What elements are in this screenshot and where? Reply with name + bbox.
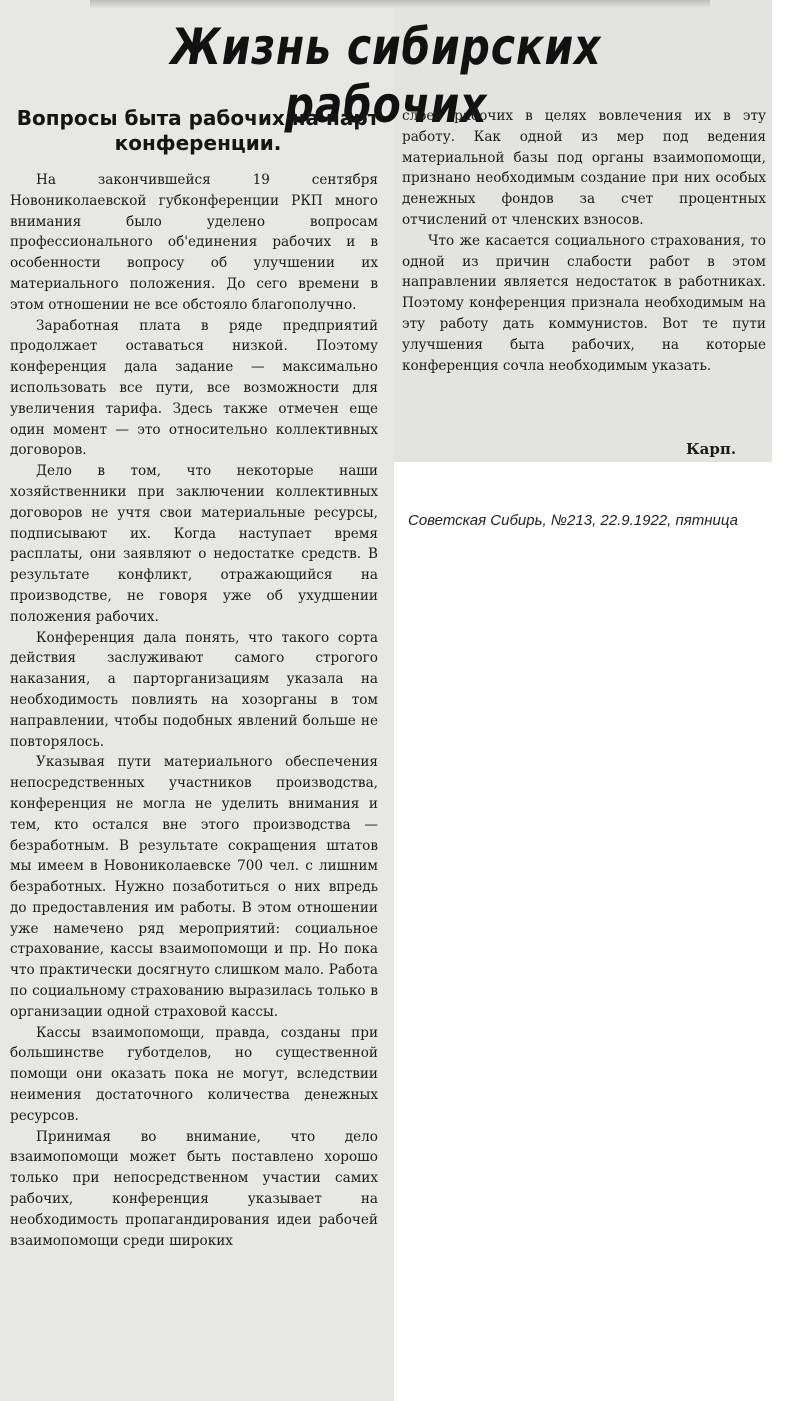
source-caption: Советская Сибирь, №213, 22.9.1922, пятница <box>408 512 738 529</box>
newspaper-headline: Жизнь сибирских рабочих <box>170 18 602 134</box>
article-paragraph: Что же касается социального страхования, то одной из причин слабости работ в этом направлении является недостаток в работниках. Поэтому конференция признала необходимым на эту работу дать коммунистов. Вот те пути улучшения быта рабочих, на которые конференция сочла необходимым указать. <box>402 232 766 374</box>
article-paragraph: Принимая во внимание, что дело взаимопомощи может быть поставлено хорошо только при непосредственном участии самих рабочих, конференция указывает на необходимость пропагандирования идеи рабочей взаимопомощи среди широких <box>10 1128 378 1249</box>
article-paragraph: Дело в том, что некоторые наши хозяйственники при заключении коллективных договоров не учтя свои материальные ресурсы, подписывают их. Когда наступает время расплаты, они заявляют о недостатке средств. В результате конфликт, отражающийся на производстве, не говоря уже об ухудшении положения рабочих. <box>10 463 378 625</box>
article-title: Вопросы быта рабочих на парт конференции. <box>16 106 380 155</box>
article-right-column <box>402 106 766 376</box>
article-paragraph: Кассы взаимопомощи, правда, созданы при большинстве губотделов, но существенной помощи они оказать пока не могут, вследствии неимения достаточного количества денежных ресурсов. <box>10 1024 378 1124</box>
article-paragraph: Заработная плата в ряде предприятий продолжает оставаться низкой. Поэтому конференция дала задание — максимально использовать все пути, все возможности для увеличения тарифа. Здесь также отмечен еще один момент — это относительно коллективных договоров. <box>10 317 378 459</box>
article-signature: Карп. <box>686 440 737 458</box>
article-paragraph: слоев рабочих в целях вовлечения их в эту работу. Как одной из мер под ведения материальной базы под органы взаимопомощи, признано необходимым создание при них особых денежных фондов за счет процентных отчислений от членских взносов. <box>402 108 766 228</box>
article-paragraph: Указывая пути материального обеспечения непосредственных участников производства, конференция не могла не уделить внимания и тем, кто остался вне этого производства — безработным. В результате сокращения штатов мы имеем в Новониколаевске 700 чел. с лишним безработных. Нужно позаботиться о них впредь до предоставления им работы. В этом отношении уже намечено ряд мероприятий: социальное страхование, кассы взаимопомощи и пр. Но пока что практически досягнуто слишком мало. Работа по социальному страхованию выразилась только в организации одной страховой кассы. <box>10 754 378 1020</box>
article-paragraph: Конференция дала понять, что такого сорта действия заслуживают самого строгого наказания, а парторганизациям указала на необходимость повлиять на хозорганы в том направлении, чтобы подобных явлений больше не повторялось. <box>10 629 378 750</box>
article-paragraph: На закончившейся 19 сентября Новониколаевской губконференции РКП много внимания было уделено вопросам профессионального об'единения рабочих и в особенности вопросу об улучшении их материального положения. До сего времени в этом отношении не все обстояло благополучно. <box>10 172 378 313</box>
article-left-column <box>10 170 378 1251</box>
masthead-strip <box>90 0 710 8</box>
